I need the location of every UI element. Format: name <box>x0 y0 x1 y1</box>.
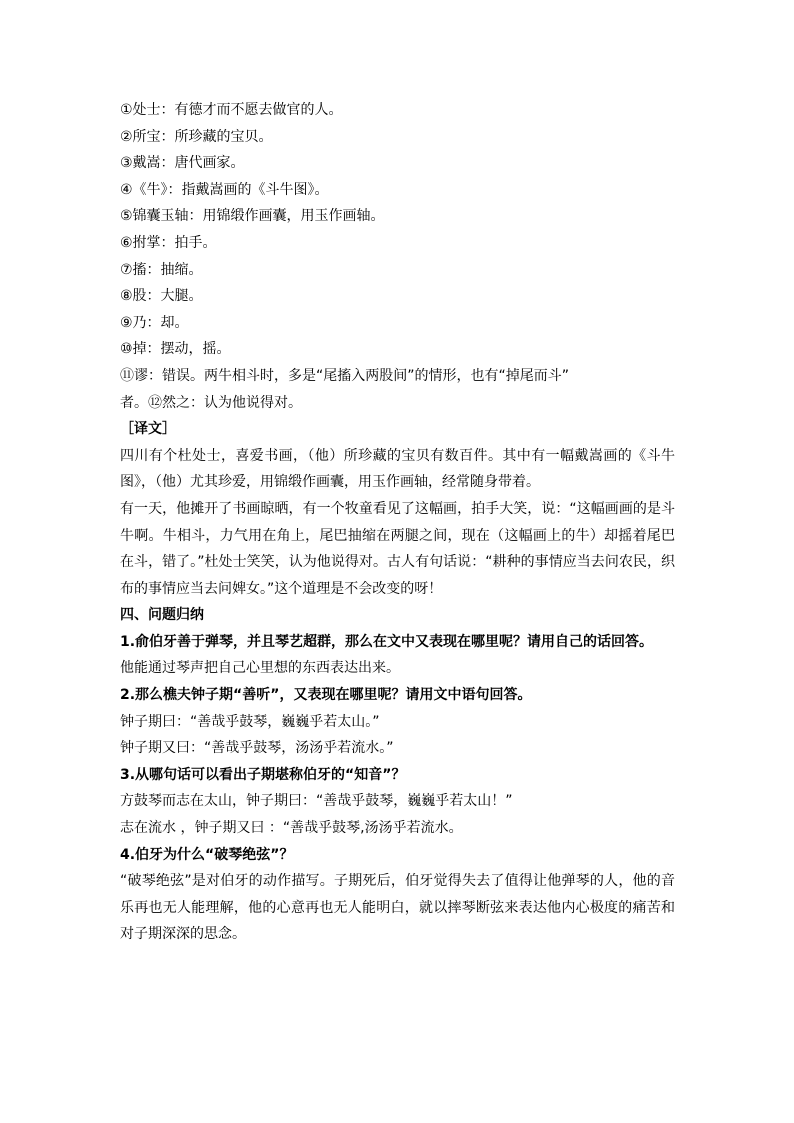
document-page <box>120 97 675 948</box>
note-8: ⑧股：大腿。 <box>120 288 203 305</box>
question-3: 3.从哪句话可以看出子期堪称伯牙的“知音”？ <box>120 766 406 783</box>
note-11-line-1: ⑪谬：错误。两牛相斗时，多是“尾搐入两股间”的情形，也有“掉尾而斗” <box>120 367 570 384</box>
answer-3-line-1: 方鼓琴而志在太山，钟子期曰：“善哉乎鼓琴，巍巍乎若太山！” <box>120 793 513 810</box>
note-5: ⑤锦囊玉轴：用锦缎作画囊，用玉作画轴。 <box>120 208 385 225</box>
question-1: 1.俞伯牙善于弹琴，并且琴艺超群，那么在文中又表现在哪里呢？请用自己的话回答。 <box>120 633 654 650</box>
answer-2-line-1: 钟子期曰：“善哉乎鼓琴，巍巍乎若太山。” <box>120 713 380 730</box>
note-10: ⑩掉：摆动，摇。 <box>120 341 231 358</box>
note-9: ⑨乃：却。 <box>120 314 189 331</box>
note-4: ④《牛》：指戴嵩画的《斗牛图》。 <box>120 181 329 198</box>
answer-4: “破琴绝弦”是对伯牙的动作描写。子期死后，伯牙觉得失去了值得让他弹琴的人，他的音乐再也无人能理解，他的心意再也无人能明白，就以摔琴断弦来表达他内心极度的痛苦和对子期深深的思念。 <box>120 873 675 943</box>
note-1: ①处士：有德才而不愿去做官的人。 <box>120 102 343 118</box>
note-11-line-2: 者。⑫然之：认为他说得对。 <box>120 394 302 411</box>
note-2: ②所宝：所珍藏的宝贝。 <box>120 128 273 145</box>
question-4: 4.伯牙为什么“破琴绝弦”？ <box>120 846 294 863</box>
translation-paragraph-1: 四川有个杜处士，喜爱书画，（他）所珍藏的宝贝有数百件。其中有一幅戴嵩画的《斗牛图》，（他）尤其珍爱，用锦缎作画囊，用玉作画轴，经常随身带着。 <box>120 447 675 491</box>
translation-heading: ［译文］ <box>120 421 176 438</box>
answer-3-line-2: 志在流水 ，钟子期又曰 ：“善哉乎鼓琴,汤汤乎若流水。 <box>120 820 463 837</box>
note-7: ⑦搐：抽缩。 <box>120 261 203 278</box>
section-heading: 四、问题归纳 <box>120 607 204 624</box>
answer-1: 他能通过琴声把自己心里想的东西表达出来。 <box>120 660 400 677</box>
note-6: ⑥拊掌：拍手。 <box>120 234 217 251</box>
note-3: ③戴嵩：唐代画家。 <box>120 155 245 172</box>
translation-paragraph-2: 有一天，他摊开了书画晾晒，有一个牧童看见了这幅画，拍手大笑，说：“这幅画画的是斗牛啊。牛相斗，力气用在角上，尾巴抽缩在两腿之间，现在（这幅画上的牛）却摇着尾巴在斗，错了。”杜处士笑笑，认为他说得对。古人有句话说：“耕种的事情应当去问农民，织布的事情应当去问婢女。”这个道理是不会改变的呀！ <box>120 500 675 597</box>
answer-2-line-2: 钟子期又曰：“善哉乎鼓琴，汤汤乎若流水。” <box>120 740 394 757</box>
question-2: 2.那么樵夫钟子期“善听”，又表现在哪里呢？请用文中语句回答。 <box>120 687 532 704</box>
